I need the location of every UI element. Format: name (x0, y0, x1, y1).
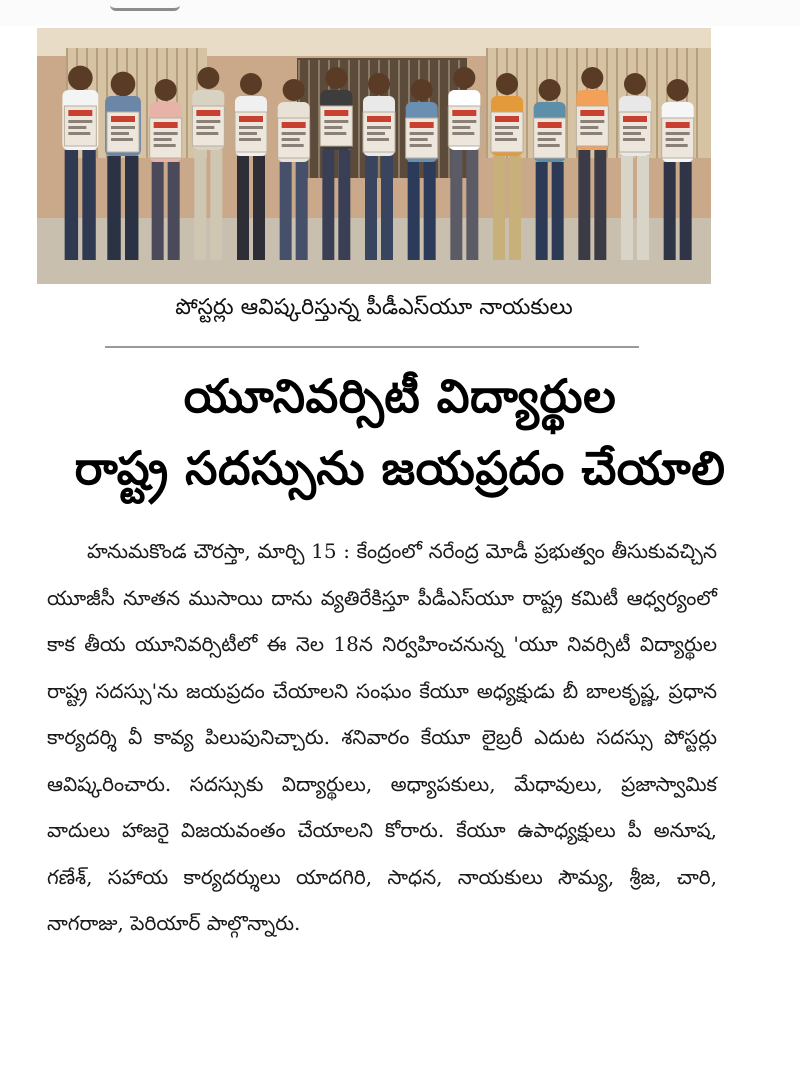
poster-text-block (623, 138, 645, 141)
poster-text-block (239, 126, 263, 129)
poster-title-block (111, 116, 135, 122)
poster-text-block (495, 132, 513, 135)
poster-text-block (580, 120, 604, 123)
news-photo (37, 28, 711, 284)
person-leg (408, 162, 420, 260)
person-leg (296, 162, 308, 260)
poster-title-block (196, 110, 220, 116)
poster-text-block (68, 126, 86, 129)
poster-text-block (239, 132, 257, 135)
person-head (667, 79, 689, 101)
poster-title-block (410, 122, 434, 128)
poster-title-block (580, 110, 604, 116)
person-leg (253, 156, 265, 260)
person-leg (621, 156, 633, 260)
person-head (496, 73, 518, 95)
person-leg (536, 162, 548, 260)
person-leg (552, 162, 564, 260)
person-leg (450, 150, 462, 260)
text-fragment (110, 0, 180, 11)
poster-text-block (111, 126, 135, 129)
poster-text-block (367, 126, 391, 129)
person-head (368, 73, 390, 95)
poster-text-block (154, 132, 178, 135)
poster-title-block (666, 122, 690, 128)
poster-text-block (452, 132, 474, 135)
poster-text-block (495, 126, 519, 129)
person-head (624, 73, 646, 95)
person-head (68, 66, 93, 91)
person-leg (509, 156, 521, 260)
poster-text-block (111, 138, 133, 141)
previous-article-fragment (0, 0, 800, 26)
poster-title-block (324, 110, 348, 116)
poster-text-block (196, 120, 220, 123)
person-leg (680, 162, 692, 260)
poster-text-block (666, 138, 684, 141)
poster-text-block (154, 144, 176, 147)
person-leg (493, 156, 505, 260)
poster-text-block (623, 132, 641, 135)
person-leg (210, 150, 222, 260)
poster-text-block (196, 126, 214, 129)
poster-title-block (68, 110, 92, 116)
person-leg (381, 156, 393, 260)
poster-title-block (623, 116, 647, 122)
person-leg (664, 162, 676, 260)
poster-text-block (324, 132, 346, 135)
poster-text-block (111, 132, 129, 135)
headline-line-1: యూనివర్సిటీ విద్యార్థుల (183, 369, 617, 423)
person-head (155, 79, 177, 101)
poster-title-block (282, 122, 306, 128)
poster-text-block (410, 132, 434, 135)
headline (20, 360, 780, 504)
poster-title-block (495, 116, 519, 122)
caption-divider (105, 346, 639, 348)
photo-caption: పోస్టర్లు ఆవిష్కరిస్తున్న పీడీఎస్‌యూ నాయకులు (175, 295, 573, 320)
person-leg (594, 150, 606, 260)
person-leg (125, 156, 138, 260)
poster-title-block (538, 122, 562, 128)
person-head (283, 79, 305, 101)
headline-line-2: రాష్ట్ర సదస్సును జయప్రదం చేయాలి (74, 441, 726, 495)
person-leg (280, 162, 292, 260)
poster-title-block (154, 122, 178, 128)
person-leg (637, 156, 649, 260)
person-leg (338, 150, 350, 260)
person-head (111, 72, 136, 97)
person-leg (82, 150, 95, 260)
poster-text-block (410, 144, 432, 147)
poster-text-block (623, 126, 647, 129)
poster-title-block (367, 116, 391, 122)
poster-text-block (452, 126, 470, 129)
person-leg (152, 162, 164, 260)
poster-text-block (324, 120, 348, 123)
person-leg (466, 150, 478, 260)
poster-text-block (68, 132, 90, 135)
person-leg (322, 150, 334, 260)
person-leg (237, 156, 249, 260)
poster-text-block (452, 120, 476, 123)
person-head (325, 67, 347, 89)
poster-text-block (282, 144, 304, 147)
person-leg (578, 150, 590, 260)
poster-text-block (324, 126, 342, 129)
poster-text-block (282, 132, 306, 135)
person-leg (424, 162, 436, 260)
person-head (539, 79, 561, 101)
poster-text-block (538, 144, 560, 147)
poster-text-block (68, 120, 92, 123)
person-leg (194, 150, 206, 260)
group-photo-illustration (37, 28, 711, 284)
person-leg (107, 156, 120, 260)
poster-text-block (239, 138, 261, 141)
poster-text-block (580, 132, 602, 135)
poster-title-block (452, 110, 476, 116)
person-head (240, 73, 262, 95)
poster-text-block (154, 138, 172, 141)
poster-text-block (666, 132, 690, 135)
person-head (453, 67, 475, 89)
poster-text-block (580, 126, 598, 129)
person-head (581, 67, 603, 89)
poster-title-block (239, 116, 263, 122)
person-leg (365, 156, 377, 260)
person-head (197, 67, 219, 89)
poster-text-block (666, 144, 688, 147)
person-leg (65, 150, 78, 260)
poster-text-block (367, 132, 385, 135)
poster-text-block (196, 132, 218, 135)
person-leg (168, 162, 180, 260)
poster-text-block (495, 138, 517, 141)
poster-text-block (538, 132, 562, 135)
poster-text-block (367, 138, 389, 141)
poster-text-block (410, 138, 428, 141)
person-head (411, 79, 433, 101)
poster-text-block (282, 138, 300, 141)
article-body: హనుమకొండ చౌరస్తా, మార్చి 15 : కేంద్రంలో నరేంద్ర మోడీ ప్రభుత్వం తీసుకువచ్చిన యూజీసీ నూతన ముసాయి దాను వ్యతిరేకిస్తూ పీడీఎస్‌యూ రాష్ట్ర కమిటీ ఆధ్వర్యంలో కాక తీయ యూనివర్సిటీలో ఈ నెల 18న నిర్వహించనున్న 'యూ నివర్సిటీ విద్యార్థుల రాష్ట్ర సదస్సు'ను జయప్రదం చేయాలని సంఘం కేయూ అధ్యక్షుడు బీ బాలకృష్ణ, ప్రధాన కార్యదర్శి వీ కావ్య పిలుపునిచ్చారు. శనివారం కేయూ లైబ్రరీ ఎదుట సదస్సు పోస్టర్లు ఆవిష్కరించారు. సదస్సుకు విద్యార్థులు, అధ్యాపకులు, మేధావులు, ప్రజాస్వామిక వాదులు హాజరై విజయవంతం చేయాలని కోరారు. కేయూ ఉపాధ్యక్షులు పీ అనూష, గణేశ్, సహాయ కార్యదర్శులు యాదగిరి, సాధన, నాయకులు సౌమ్య, శ్రీజ, చారి, నాగరాజు, పెరియార్ పాల్గొన్నారు. (47, 539, 717, 935)
poster-text-block (538, 138, 556, 141)
